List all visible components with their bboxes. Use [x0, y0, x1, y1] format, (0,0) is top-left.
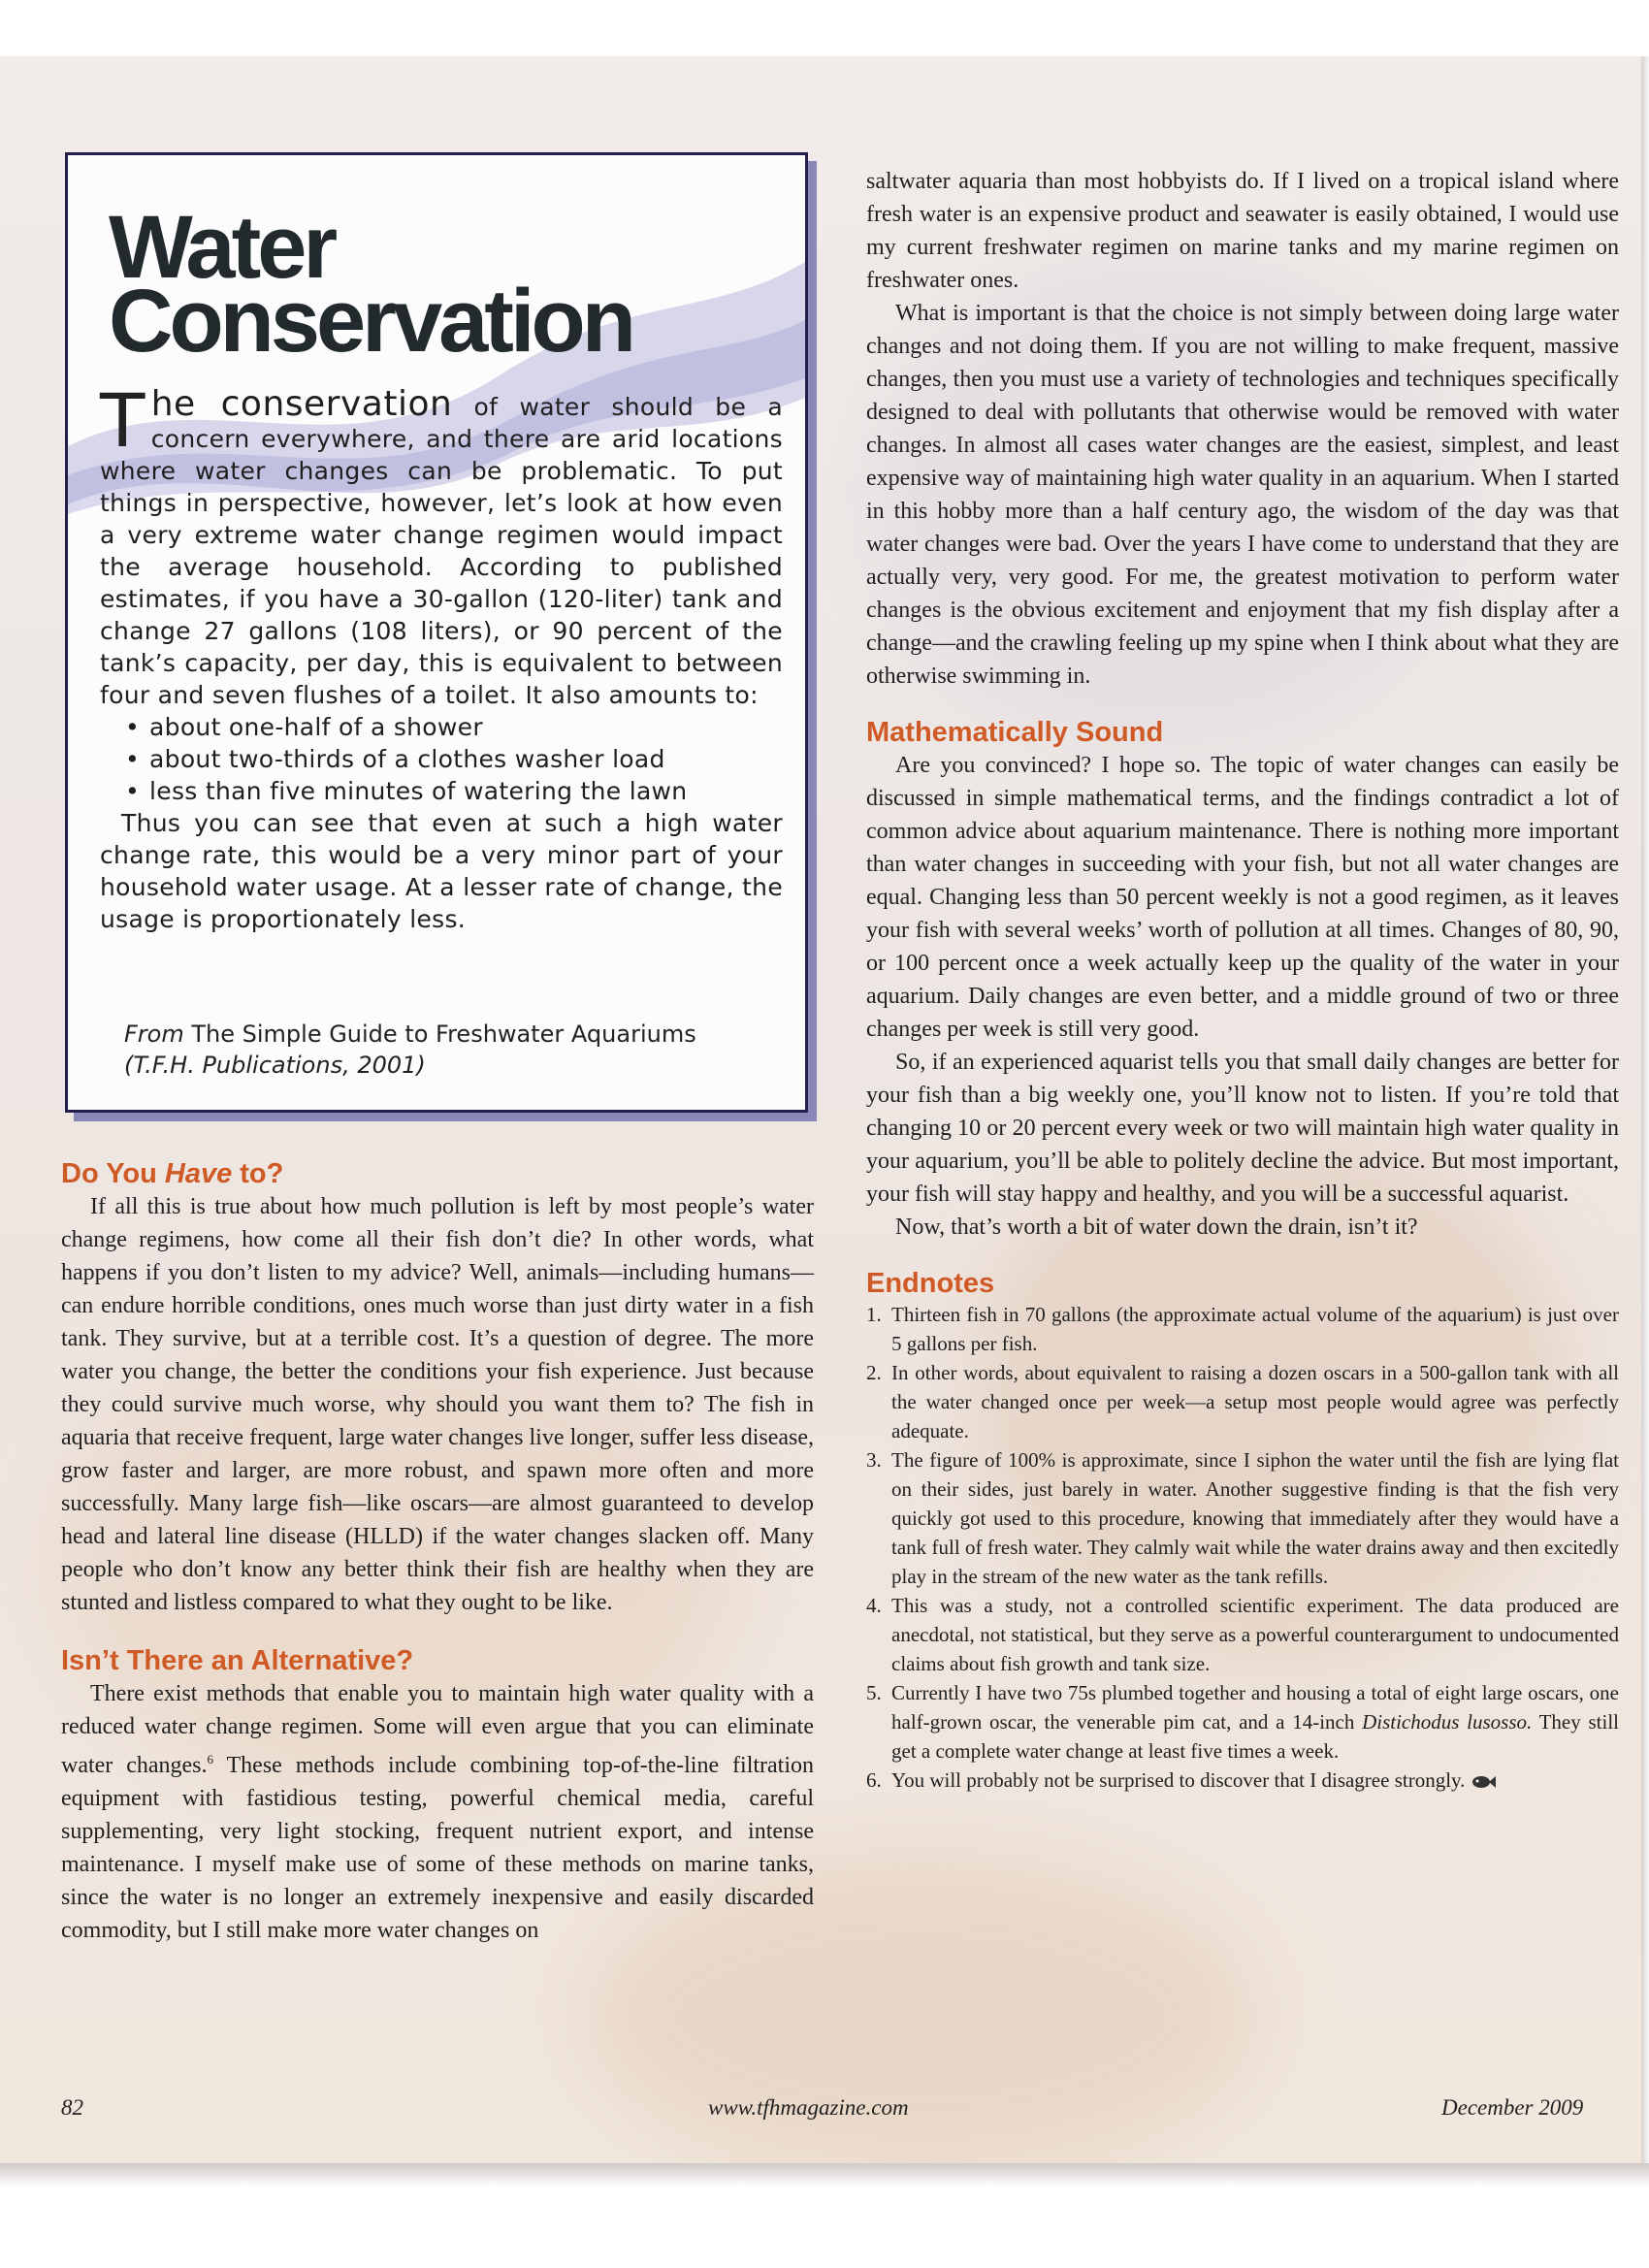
- endnote-number: 3.: [866, 1448, 882, 1472]
- paragraph: If all this is true about how much pollution is left by most people’s water change regimens, how come all their fish don’t die? In other words, what happens if you don’t listen to my advice? Well, animals—including humans—can endure horrible conditions, ones much worse than just dirty water in a fish tank. They survive, but at a terrible cost. It’s a question of degree. The more water you change, the better the conditions your fish experience. Just because they could survive much worse, why should you want them to? The fish in aquaria that receive frequent, large water changes live longer, suffer less disease, grow faster and larger, are more robust, and spawn more often and more successfully. Many large fish—like oscars—are almost guaranteed to develop head and lateral line disease (HLLD) if the water changes slacken off. Many people who don’t know any better think their fish are healthy when they are stunted and listless compared to what they ought to be like.: [61, 1194, 814, 1615]
- paragraph: [61, 1677, 814, 1947]
- endnote-text: This was a study, not a controlled scientific experiment. The data produced are anecdotal, not statistical, but they serve as a powerful counterargument to undocumented claims about fish growth and tank size.: [891, 1594, 1619, 1675]
- source-prefix: From: [124, 1021, 184, 1048]
- footer-url: www.tfhmagazine.com: [708, 2095, 909, 2120]
- endnote-text: In other words, about equivalent to raising a dozen oscars in a 500-gallon tank with all the water changed once per week—a setup most people would agree was perfectly adequate.: [891, 1361, 1619, 1442]
- endnote-text: [891, 1678, 1619, 1766]
- heading-alternative: Isn’t There an Alternative?: [61, 1645, 414, 1676]
- paragraph: So, if an experienced aquarist tells you that small daily changes are better for your fish than a big weekly one, you’ll know not to listen. If you’re told that changing 10 or 20 percent every week or two will maintain high water quality in your aquarium, you’ll be able to politely decline the advice. But most important, your fish will stay happy and healthy, and you will be a successful aquarist.: [866, 1050, 1619, 1207]
- sidebar-intro-text: of water should be a concern everywhere, and there are arid locations where water changes can be problematic. To put things in perspective, however, let’s look at how even a very extreme water change regimen would impact the average household. According to published estimates, if you have a 30-gallon (120-liter) tank and change 27 gallons (108 liters), or 90 percent of the tank’s capacity, per day, this is equivalent to between four and seven flushes of a toilet. It also amounts to:: [100, 393, 783, 709]
- endnote-text-part: Currently I have two 75s plumbed together and housing a total of eight large oscars, one half-grown oscar, the venerable pim cat, and a 14-inch: [891, 1681, 1619, 1733]
- sidebar-leadin: he conservation: [150, 384, 453, 424]
- sidebar-title: [109, 198, 632, 371]
- list-item: • about two-thirds of a clothes washer load: [125, 743, 783, 775]
- endnote: [866, 1766, 1619, 1795]
- page-edge: [1641, 56, 1649, 2163]
- endnote-number: 1.: [866, 1303, 882, 1326]
- drop-cap: T: [100, 377, 146, 464]
- heading-part: Do You: [61, 1158, 165, 1189]
- endnotes-list: [866, 1300, 1619, 1795]
- heading-part: to?: [232, 1158, 284, 1189]
- heading-do-you-have-to: [61, 1157, 814, 1190]
- sidebar-bullet-list: [100, 711, 783, 807]
- end-mark-fish-icon: [1471, 1773, 1496, 1791]
- endnote-text: [891, 1766, 1619, 1795]
- paragraph: Are you convinced? I hope so. The topic of water changes can easily be discussed in simple mathematical terms, and the findings contradict a lot of common advice about aquarium maintenance. There is nothing more important than water changes in succeeding with your fish, but not all water changes are equal. Changing less than 50 percent weekly is not a good regimen, as it leaves your fish with several weeks’ worth of pollution at all times. Changes of 80, 90, or 100 percent once a week actually keep up the quality of the water in your aquarium. Daily changes are even better, and a middle ground of two or three changes per week is still very good.: [866, 753, 1619, 1042]
- footnote-ref: 6: [207, 1752, 214, 1766]
- list-item: • about one-half of a shower: [125, 711, 783, 743]
- sidebar-box: [65, 152, 808, 1113]
- paragraph-text: There exist methods that enable you to maintain high water quality with a reduced water change regimen. Some will even argue that you can eliminate water changes.: [61, 1681, 814, 1778]
- endnote: [866, 1445, 1619, 1591]
- sidebar-title-line2: Conservation: [109, 272, 632, 371]
- endnote: [866, 1591, 1619, 1678]
- sidebar-closing: Thus you can see that even at such a high water change rate, this would be a very minor part of your household water usage. At a lesser rate of change, the usage is proportionately less.: [100, 809, 783, 933]
- endnote: [866, 1358, 1619, 1445]
- heading-part-italic: Have: [164, 1158, 233, 1189]
- footer-date: December 2009: [1441, 2095, 1584, 2120]
- paragraph: saltwater aquaria than most hobbyists do. If I lived on a tropical island where fresh water is an expensive product and seawater is easily obtained, I would use my current freshwater regimen on marine tanks and my marine regimen on freshwater ones.: [866, 169, 1619, 293]
- endnote-number: 2.: [866, 1361, 882, 1384]
- page-number: 82: [61, 2095, 83, 2120]
- endnote-text: Thirteen fish in 70 gallons (the approximate actual volume of the aquarium) is just over 5 gallons per fish.: [891, 1303, 1619, 1355]
- paragraph: What is important is that the choice is not simply between doing large water changes and not doing them. If you are not willing to make frequent, massive changes, then you must use a variety of technologies and techniques specifically designed to deal with pollutants that otherwise would be removed with water changes. In almost all cases water changes are the easiest, simplest, and least expensive way of maintaining high water quality in an aquarium. When I started in this hobby more than a half century ago, the wisdom of the day was that water changes were bad. Over the years I have come to understand that they are actually very, very good. For me, the greatest motivation to perform water changes is the obvious excitement and enjoyment that my fish display after a change—and the crawling feeling up my spine when I think about what they are otherwise swimming in.: [866, 301, 1619, 689]
- sidebar-source: [124, 1019, 784, 1081]
- source-publisher: (T.F.H. Publications, 2001): [124, 1052, 426, 1079]
- endnote-number: 5.: [866, 1681, 882, 1704]
- endnote-number: 6.: [866, 1768, 882, 1792]
- paragraph: Now, that’s worth a bit of water down the drain, isn’t it?: [895, 1215, 1418, 1240]
- sidebar-intro: [100, 377, 783, 711]
- left-column: [61, 1157, 814, 1947]
- endnote: [866, 1300, 1619, 1358]
- endnote-species-name: Distichodus lusosso.: [1362, 1710, 1533, 1733]
- endnote-text: The figure of 100% is approximate, since I siphon the water until the fish are lying flat on their sides, just barely in water. Another suggestive finding is that the fish very quickly got used to this procedure, knowing that immediately after they would have a tank full of fresh water. They calmly wait while the water drains away and then excitedly play in the stream of the new water as the tank refills.: [891, 1448, 1619, 1588]
- endnote: [866, 1678, 1619, 1766]
- sidebar-title-line1: Water: [109, 198, 335, 297]
- endnote-text-part: They still get a complete water change at least five times a week.: [891, 1710, 1619, 1763]
- endnote-number: 4.: [866, 1594, 882, 1617]
- heading-endnotes: Endnotes: [866, 1268, 995, 1299]
- source-title: The Simple Guide to Freshwater Aquariums: [183, 1021, 696, 1048]
- right-column: [866, 165, 1619, 1795]
- paragraph-text: These methods include combining top-of-the-line filtration equipment with fastidious testing, powerful chemical media, careful supplementing, very light stocking, frequent nutrient export, and intense maintenance. I myself make use of some of these methods on marine tanks, since the water is no longer an extremely inexpensive and easily discarded commodity, but I still make more water changes on: [61, 1753, 815, 1943]
- list-item: • less than five minutes of watering the lawn: [125, 775, 783, 807]
- sidebar-body: [100, 377, 783, 935]
- endnote-text-part: You will probably not be surprised to discover that I disagree strongly.: [891, 1768, 1466, 1792]
- page-bottom-shadow: [0, 2163, 1649, 2187]
- heading-mathematically-sound: Mathematically Sound: [866, 717, 1164, 748]
